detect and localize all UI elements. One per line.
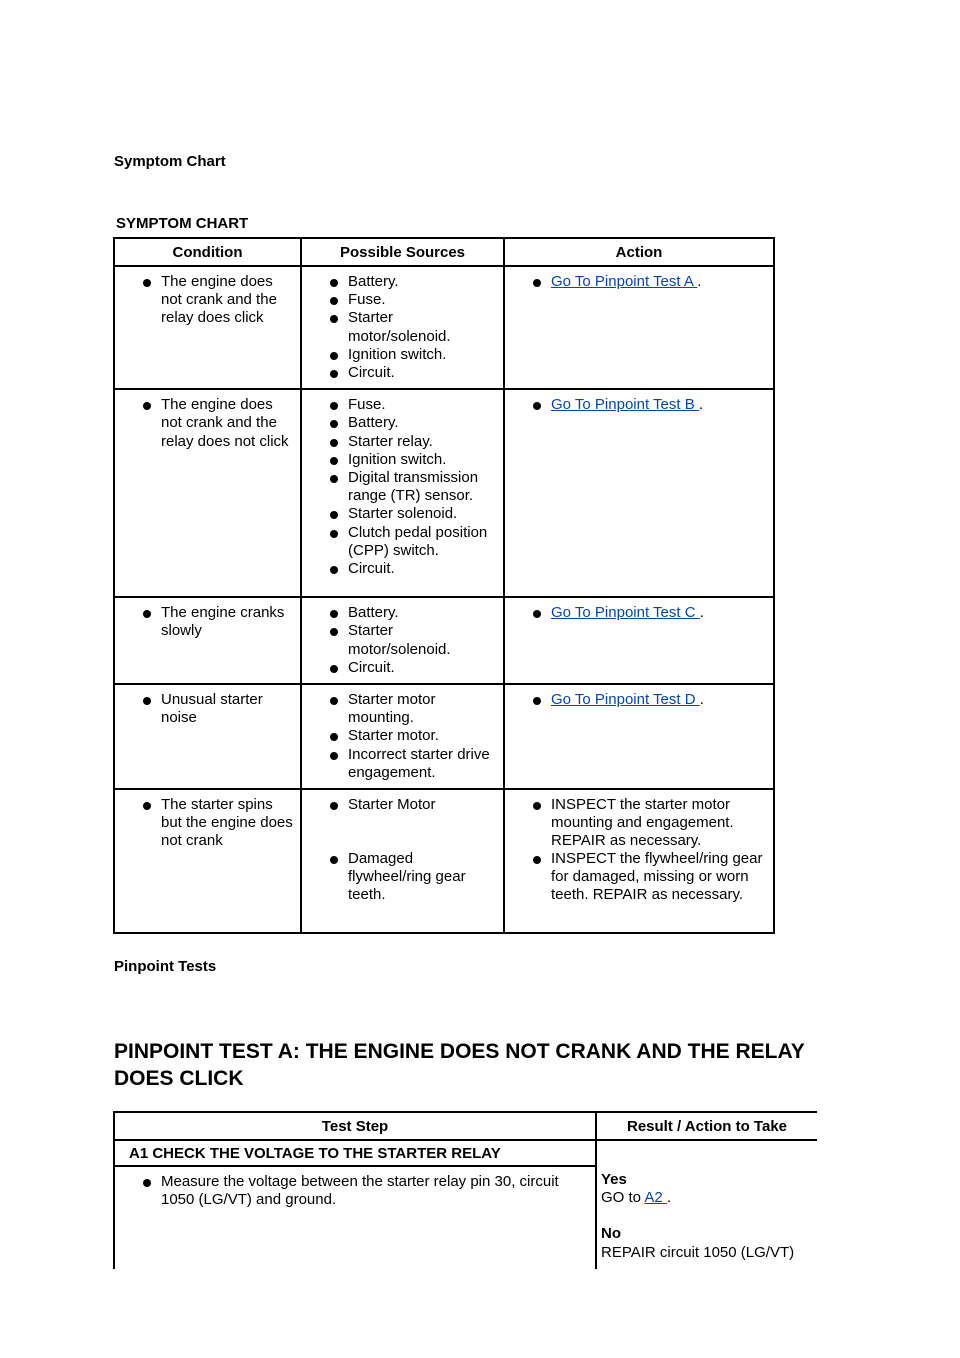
list-item: Starter motor mounting. (326, 691, 499, 727)
condition-cell (114, 597, 301, 684)
list-item: Circuit. (326, 364, 499, 382)
list-item: Damaged flywheel/ring gear teeth. (326, 850, 499, 905)
list-item: Battery. (326, 604, 499, 622)
table-row (114, 266, 774, 389)
table-row (114, 389, 774, 597)
table-row (114, 597, 774, 684)
result-yes-text: GO to (601, 1189, 645, 1207)
pinpoint-test-d-link[interactable]: Go To Pinpoint Test D (551, 691, 700, 709)
column-header-action: Action (504, 238, 774, 266)
pinpoint-test-a-table (113, 1111, 817, 1269)
list-item: Circuit. (326, 560, 499, 578)
sources-cell (301, 597, 504, 684)
list-item: INSPECT the starter motor mounting and engagement. REPAIR as necessary. (529, 796, 771, 850)
condition-cell (114, 684, 301, 789)
table-row (114, 789, 774, 933)
list-item: Starter motor/solenoid. (326, 622, 499, 658)
column-header-condition: Condition (114, 238, 301, 266)
table-row (114, 1140, 817, 1269)
list-item: Fuse. (326, 291, 499, 309)
condition-cell (114, 789, 301, 933)
list-item: Battery. (326, 273, 499, 291)
list-item: Go To Pinpoint Test B . (529, 396, 769, 414)
condition-cell (114, 266, 301, 389)
step-a1-heading: A1 CHECK THE VOLTAGE TO THE STARTER RELAY (129, 1145, 501, 1162)
list-item: Starter relay. (326, 433, 499, 451)
table-header-row (114, 1112, 817, 1140)
result-no-label: No (601, 1225, 621, 1243)
step-a1-body (115, 1165, 597, 1269)
list-item: Go To Pinpoint Test A . (529, 273, 769, 291)
action-cell (504, 789, 774, 933)
pinpoint-test-a-title: PINPOINT TEST A: THE ENGINE DOES NOT CRANK AND THE RELAY DOES CLICK (114, 1040, 805, 1090)
list-item: Go To Pinpoint Test D . (529, 691, 769, 709)
list-item: Starter Motor (326, 796, 499, 850)
condition-cell (114, 389, 301, 597)
list-item: Starter motor. (326, 727, 499, 745)
list-item: INSPECT the flywheel/ring gear for damaged, missing or worn teeth. REPAIR as necessary. (529, 850, 771, 905)
list-item: Incorrect starter drive engagement. (326, 746, 499, 782)
action-cell (504, 266, 774, 389)
symptom-chart-table-title: SYMPTOM CHART (116, 215, 249, 232)
list-item: Ignition switch. (326, 451, 499, 469)
pinpoint-test-a-table-clip (113, 1111, 817, 1269)
list-item: Clutch pedal position (CPP) switch. (326, 524, 499, 560)
list-item: Starter solenoid. (326, 505, 499, 523)
list-item: The engine cranks slowly (139, 604, 296, 640)
column-header-test-step: Test Step (114, 1112, 596, 1140)
table-row (114, 684, 774, 789)
sources-cell (301, 684, 504, 789)
list-item: Battery. (326, 414, 499, 432)
list-item: Go To Pinpoint Test C . (529, 604, 769, 622)
test-step-cell (114, 1140, 596, 1269)
result-yes-label: Yes (601, 1171, 627, 1188)
sources-cell (301, 789, 504, 933)
column-header-sources: Possible Sources (301, 238, 504, 266)
list-item: Ignition switch. (326, 346, 499, 364)
symptom-chart-heading: Symptom Chart (114, 153, 226, 170)
list-item: Starter motor/solenoid. (326, 309, 499, 345)
symptom-chart-table (113, 237, 775, 934)
sources-cell (301, 389, 504, 597)
column-header-result: Result / Action to Take (596, 1112, 817, 1140)
pinpoint-tests-heading: Pinpoint Tests (114, 958, 217, 975)
pinpoint-test-a-link[interactable]: Go To Pinpoint Test A (551, 273, 698, 290)
step-a2-link[interactable]: A2 (644, 1189, 667, 1207)
list-item: Digital transmission range (TR) sensor. (326, 469, 499, 505)
list-item: Fuse. (326, 396, 499, 414)
list-item: Measure the voltage between the starter relay pin 30, circuit 1050 (LG/VT) and ground. (139, 1173, 567, 1209)
action-cell (504, 684, 774, 789)
result-yes-line: GO to A2 . (601, 1189, 672, 1207)
list-item: Circuit. (326, 659, 499, 677)
pinpoint-test-b-link[interactable]: Go To Pinpoint Test B (551, 396, 699, 414)
list-item: Unusual starter noise (139, 691, 296, 727)
action-cell (504, 597, 774, 684)
sources-cell (301, 266, 504, 389)
pinpoint-test-c-link[interactable]: Go To Pinpoint Test C (551, 604, 700, 622)
result-no-text: REPAIR circuit 1050 (LG/VT) (601, 1243, 795, 1261)
list-item: The starter spins but the engine does not crank (139, 796, 296, 851)
list-item: The engine does not crank and the relay does click (139, 273, 296, 328)
list-item: The engine does not crank and the relay does not click (139, 396, 296, 451)
result-cell (596, 1140, 817, 1269)
action-cell (504, 389, 774, 597)
table-header-row (114, 238, 774, 266)
